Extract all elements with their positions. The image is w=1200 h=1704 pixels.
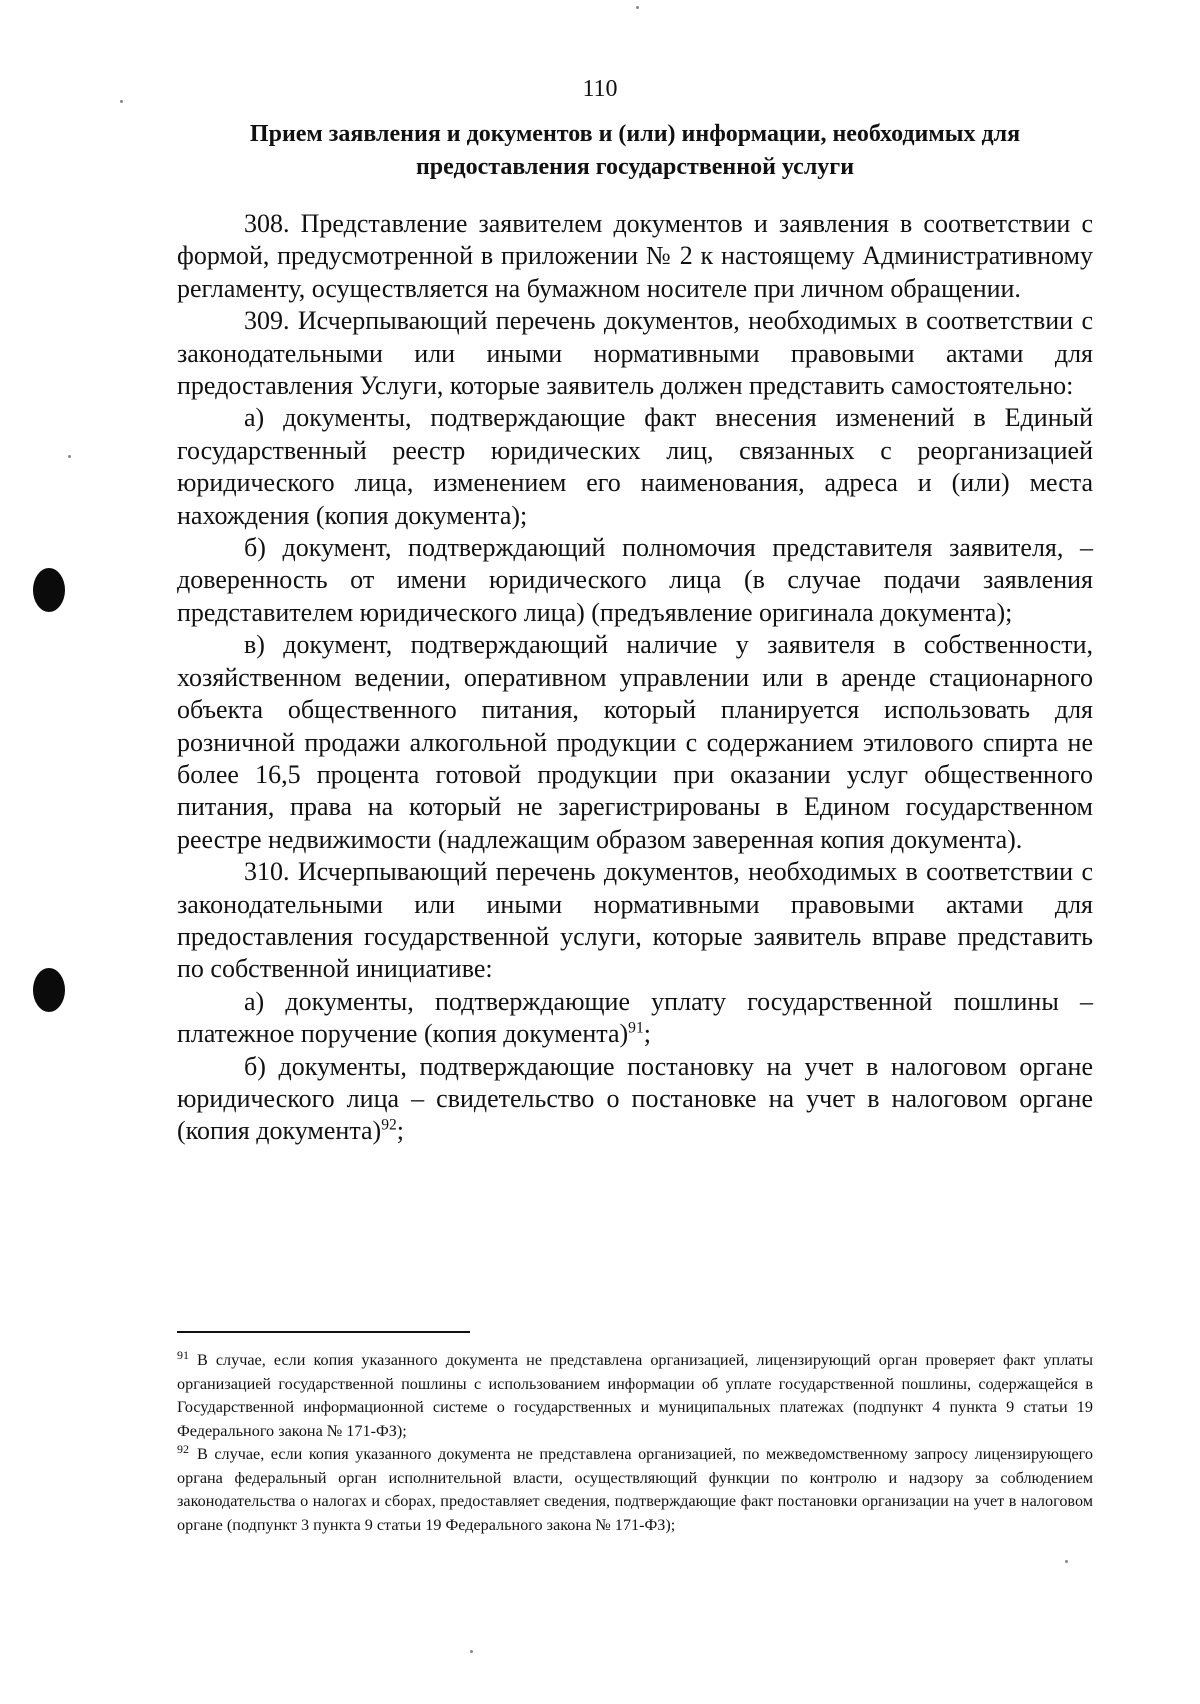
footnote-ref-91: 91 bbox=[628, 1019, 644, 1037]
scan-speck bbox=[636, 6, 639, 9]
body-text bbox=[177, 208, 1093, 1148]
paragraph-308: 308. Представление заявителем документов и заявления в соответствии с формой, предусмотренной в приложении № 2 к настоящему Административному регламенту, осуществляется на бумажном носителе при личном обращении. bbox=[177, 209, 1093, 303]
paragraph-309: 309. Исчерпывающий перечень документов, необходимых в соответствии с законодательными или иными нормативными правовыми актами для предоставления Услуги, которые заявитель должен представить самостоятельно: bbox=[177, 306, 1093, 401]
list-item-punct: ; bbox=[396, 1116, 405, 1146]
section-heading: Прием заявления и документов и (или) информации, необходимых для предоставления государственной услуги bbox=[249, 121, 1021, 180]
scan-speck bbox=[120, 100, 123, 103]
list-item-309-v: в) документ, подтверждающий наличие у заявителя в собственности, хозяйственном ведении, оперативном управлении или в аренде стационарного объекта общественного питания, который планируется использовать для розничной продажи алкогольной продукции с содержанием этилового спирта не более 16,5 процента готовой продукции при оказании услуг общественного питания, права на который не зарегистрированы в Едином государственном реестре недвижимости (надлежащим образом заверенная копия документа). bbox=[177, 630, 1093, 854]
footnotes bbox=[177, 1349, 1093, 1537]
scan-speck bbox=[1065, 1560, 1068, 1563]
footnote-mark: 91 bbox=[177, 1347, 189, 1362]
list-item-309-a: а) документы, подтверждающие факт внесения изменений в Единый государственный реестр юридических лиц, связанных с реорганизацией юридического лица, изменением его наименования, адреса и (или) места нахождения (копия документа); bbox=[177, 403, 1093, 530]
list-item-310-b bbox=[177, 1051, 1093, 1148]
footnote-92 bbox=[177, 1443, 1093, 1537]
punch-hole-bottom bbox=[33, 968, 65, 1012]
footnote-ref-92: 92 bbox=[381, 1116, 397, 1134]
footnote-mark: 92 bbox=[177, 1441, 189, 1456]
scan-speck bbox=[68, 455, 71, 458]
scan-speck bbox=[470, 1650, 473, 1653]
list-item-text: а) документы, подтверждающие уплату государственной пошлины – платежное поручение (копия документа) bbox=[177, 986, 1093, 1049]
footnote-text: В случае, если копия указанного документа не представлена организацией, по межведомственному запросу лицензирующего органа федеральный орган исполнительной власти, осуществляющий функции по контролю и надзору за соблюдением законодательства о налогах и сборах, предоставляет сведения, подтверждающие факт постановки организации на учет в налоговом органе (подпункт 3 пункта 9 статьи 19 Федерального закона № 171-ФЗ); bbox=[177, 1445, 1093, 1534]
footnote-91 bbox=[177, 1349, 1093, 1443]
list-item-punct: ; bbox=[643, 1019, 651, 1049]
footnote-text: В случае, если копия указанного документа не представлена организацией, лицензирующий орган проверяет факт уплаты организацией государственной пошлины с использованием информации об уплате государственной пошлины, содержащейся в Государственной информационной системе о государственных и муниципальных платежах (подпункт 4 пункта 9 статьи 19 Федерального закона № 171-ФЗ); bbox=[177, 1351, 1093, 1440]
page-number: 110 bbox=[582, 76, 618, 102]
list-item-310-a bbox=[177, 986, 1093, 1051]
list-item-text: б) документы, подтверждающие постановку на учет в налоговом органе юридического лица – свидетельство о постановке на учет в налоговом органе (копия документа) bbox=[177, 1051, 1093, 1146]
footnote-divider bbox=[177, 1331, 470, 1333]
punch-hole-top bbox=[33, 568, 65, 612]
list-item-309-b: б) документ, подтверждающий полномочия представителя заявителя, – доверенность от имени юридического лица (в случае подачи заявления представителем юридического лица) (предъявление оригинала документа); bbox=[177, 533, 1093, 627]
paragraph-310: 310. Исчерпывающий перечень документов, необходимых в соответствии с законодательными или иными нормативными правовыми актами для предоставления государственной услуги, которые заявитель вправе представить по собственной инициативе: bbox=[177, 857, 1093, 984]
